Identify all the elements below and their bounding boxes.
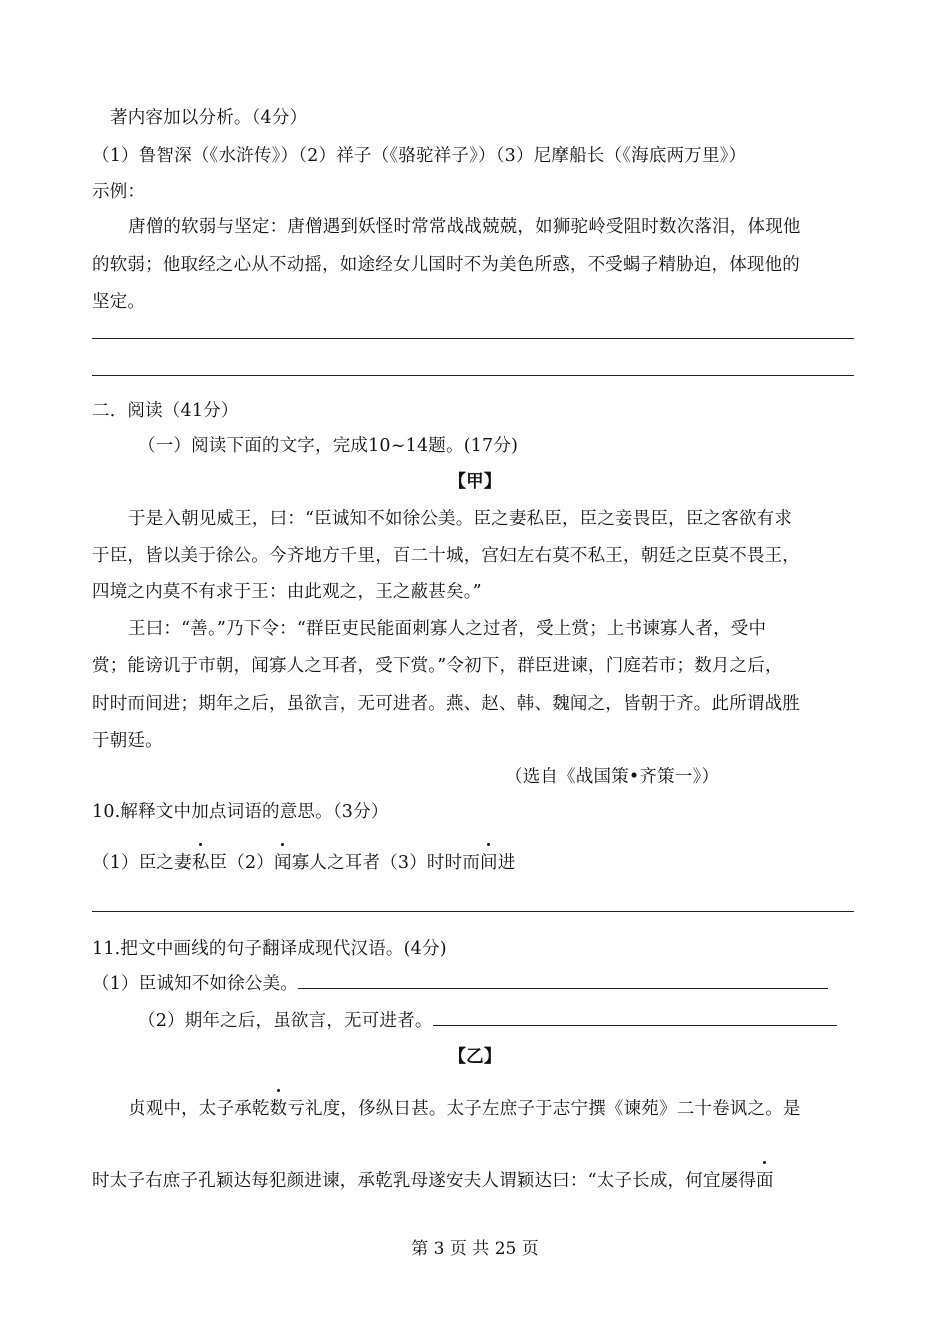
example-text-line: 坚定。 [92,292,146,312]
answer-line [92,375,854,376]
item-text: （2） [227,853,274,873]
passage-line: 于臣，皆以美于徐公。今齐地方千里，百二十城，宫妇左右莫不私王，朝廷之臣莫不畏王， [92,546,800,566]
dotted-word: 数 [270,1095,288,1120]
dotted-word: 闻 [274,849,292,874]
sentence: （2）期年之后，虽欲言，无可进者。 [138,1011,433,1031]
page-number: 3 [433,1239,445,1259]
footer-middle: 页 共 [449,1239,490,1259]
footer-suffix: 页 [521,1239,539,1259]
line-text: 亏礼度，侈纵日甚。太子左庶子于志宁撰《谏苑》二十卷讽之。是 [287,1099,801,1119]
dotted-word: 私 [192,849,210,874]
passage-line: 赏；能谤讥于市朝，闻寡人之耳者，受下赏。”令初下，群臣进谏，门庭若市；数月之后， [92,656,783,676]
passage-line: 王曰：“善。”乃下令：“群臣吏民能面刺寡人之过者，受上赏；上书谏寡人者，受中 [128,619,767,639]
answer-blank[interactable] [433,1007,837,1026]
item-text: 臣 [209,853,228,873]
question-10-prompt: 10.解释文中加点词语的意思。（3分） [92,802,389,822]
dotted-word: 间 [480,849,498,874]
line-text: 时太子右庶子孔颖达每犯颜进谏，承乾乳母遂安夫人谓颖达曰：“太子长成，何宜屡得 [92,1171,757,1191]
footer-prefix: 第 [411,1239,429,1259]
item-text: 寡人之耳者 [291,853,381,873]
translation-item [92,970,828,995]
answer-line [92,911,854,912]
passage-line: 时时而间进；期年之后，虽欲言，无可进者。燕、赵、韩、魏闻之，皆朝于齐。此所谓战胜 [92,694,800,714]
character-options: （1）鲁智深（《水浒传》）（2）祥子（《骆驼祥子》）（3）尼摩船长（《海底两万里》） [92,146,747,166]
answer-line [92,338,854,339]
example-label: 示例： [92,182,146,202]
passage-yi-title: 【乙】 [448,1047,502,1067]
passage-line [92,1167,774,1192]
passage-line: 四境之内莫不有求于王：由此观之，王之蔽甚矣。” [92,582,482,602]
sentence: （1）臣诚知不如徐公美。 [92,974,299,994]
page-footer [0,1234,950,1259]
item-text: （1）臣之妻 [92,853,192,873]
sub-heading: （一）阅读下面的文字，完成10~14题。(17分) [138,436,519,456]
passage-line: 于朝廷。 [92,731,163,751]
question-11-prompt: 11.把文中画线的句子翻译成现代汉语。(4分) [92,939,447,959]
passage-source: （选自《战国策•齐策一》） [505,767,720,787]
example-text-line: 的软弱；他取经之心从不动摇，如途经女儿国时不为美色所惑，不受蝎子精胁迫，体现他的 [92,255,800,275]
passage-line: 于是入朝见威王，曰：“臣诚知不如徐公美。臣之妻私臣，臣之妾畏臣，臣之客欲有求 [128,509,793,529]
page-total: 25 [494,1239,517,1259]
answer-blank[interactable] [298,970,828,989]
translation-item [138,1007,837,1032]
passage-line [128,1095,801,1120]
item-text: 进 [497,853,516,873]
dotted-word: 面 [756,1167,774,1192]
passage-jia-title: 【甲】 [448,472,502,492]
item-text: （3）时时而 [380,853,481,873]
question-10-items [92,849,515,874]
text-line: 著内容加以分析。（4分） [110,108,308,128]
section-heading: 二．阅读（41分） [92,401,239,421]
example-text-line: 唐僧的软弱与坚定：唐僧遇到妖怪时常常战战兢兢，如狮驼岭受阻时数次落泪，体现他 [128,217,801,237]
line-text: 贞观中，太子承乾 [128,1099,270,1119]
